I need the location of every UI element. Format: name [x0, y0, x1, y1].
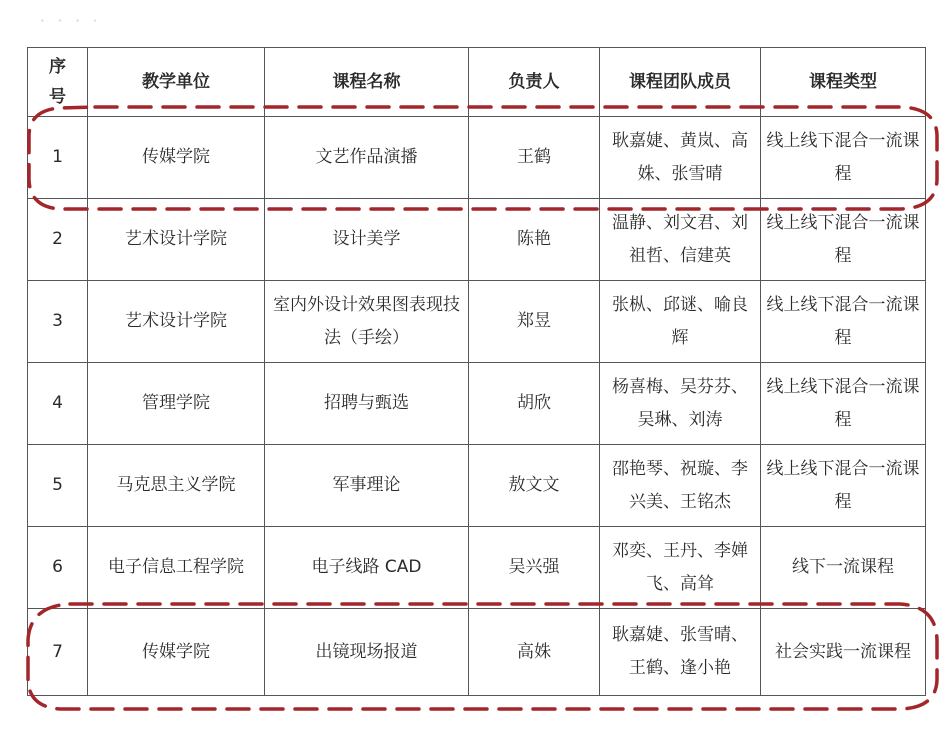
cell-course-lead: 吴兴强	[469, 527, 600, 609]
table-row	[28, 527, 926, 609]
table-header-row	[28, 48, 926, 117]
cell-teaching-unit: 马克思主义学院	[88, 445, 265, 527]
cell-team-members: 杨喜梅、吴芬芬、吴琳、刘涛	[600, 363, 761, 445]
cell-course-lead: 高姝	[469, 609, 600, 696]
table-row	[28, 609, 926, 696]
cell-serial-number: 4	[28, 363, 88, 445]
header-teaching-unit: 教学单位	[88, 48, 265, 117]
cell-course-name: 电子线路 CAD	[265, 527, 469, 609]
cell-course-type: 线上线下混合一流课程	[761, 281, 926, 363]
cell-serial-number: 1	[28, 117, 88, 199]
cell-course-name: 军事理论	[265, 445, 469, 527]
cell-course-name: 设计美学	[265, 199, 469, 281]
cell-serial-number: 6	[28, 527, 88, 609]
table-row	[28, 199, 926, 281]
cell-teaching-unit: 传媒学院	[88, 117, 265, 199]
cell-course-type: 线上线下混合一流课程	[761, 199, 926, 281]
cell-course-name: 招聘与甄选	[265, 363, 469, 445]
cell-serial-number: 2	[28, 199, 88, 281]
header-course-name: 课程名称	[265, 48, 469, 117]
cell-course-name: 文艺作品演播	[265, 117, 469, 199]
cell-course-lead: 王鹤	[469, 117, 600, 199]
cell-course-name: 室内外设计效果图表现技法（手绘）	[265, 281, 469, 363]
header-course-lead: 负责人	[469, 48, 600, 117]
cell-course-type: 线上线下混合一流课程	[761, 363, 926, 445]
cell-course-lead: 郑昱	[469, 281, 600, 363]
cell-teaching-unit: 艺术设计学院	[88, 199, 265, 281]
cell-serial-number: 7	[28, 609, 88, 696]
cell-course-lead: 敖文文	[469, 445, 600, 527]
header-serial-number: 序 号	[28, 48, 88, 117]
cell-team-members: 耿嘉婕、黄岚、高姝、张雪晴	[600, 117, 761, 199]
cell-team-members: 温静、刘文君、刘祖哲、信建英	[600, 199, 761, 281]
cell-serial-number: 5	[28, 445, 88, 527]
header-course-type: 课程类型	[761, 48, 926, 117]
cell-teaching-unit: 传媒学院	[88, 609, 265, 696]
cell-course-lead: 胡欣	[469, 363, 600, 445]
cell-course-type: 线下一流课程	[761, 527, 926, 609]
cell-course-type: 线上线下混合一流课程	[761, 445, 926, 527]
faded-page-heading: · · · ·	[40, 12, 102, 30]
cell-team-members: 邵艳琴、祝璇、李兴美、王铭杰	[600, 445, 761, 527]
course-table	[27, 47, 926, 696]
cell-teaching-unit: 电子信息工程学院	[88, 527, 265, 609]
header-team-members: 课程团队成员	[600, 48, 761, 117]
cell-team-members: 张枞、邱谜、喻良辉	[600, 281, 761, 363]
cell-course-name: 出镜现场报道	[265, 609, 469, 696]
cell-team-members: 邓奕、王丹、李婵飞、高耸	[600, 527, 761, 609]
table-row	[28, 445, 926, 527]
table-row	[28, 117, 926, 199]
cell-teaching-unit: 艺术设计学院	[88, 281, 265, 363]
cell-course-type: 线上线下混合一流课程	[761, 117, 926, 199]
cell-course-type: 社会实践一流课程	[761, 609, 926, 696]
cell-teaching-unit: 管理学院	[88, 363, 265, 445]
cell-serial-number: 3	[28, 281, 88, 363]
table-row	[28, 281, 926, 363]
cell-course-lead: 陈艳	[469, 199, 600, 281]
cell-team-members: 耿嘉婕、张雪晴、王鹤、逢小艳	[600, 609, 761, 696]
table-row	[28, 363, 926, 445]
